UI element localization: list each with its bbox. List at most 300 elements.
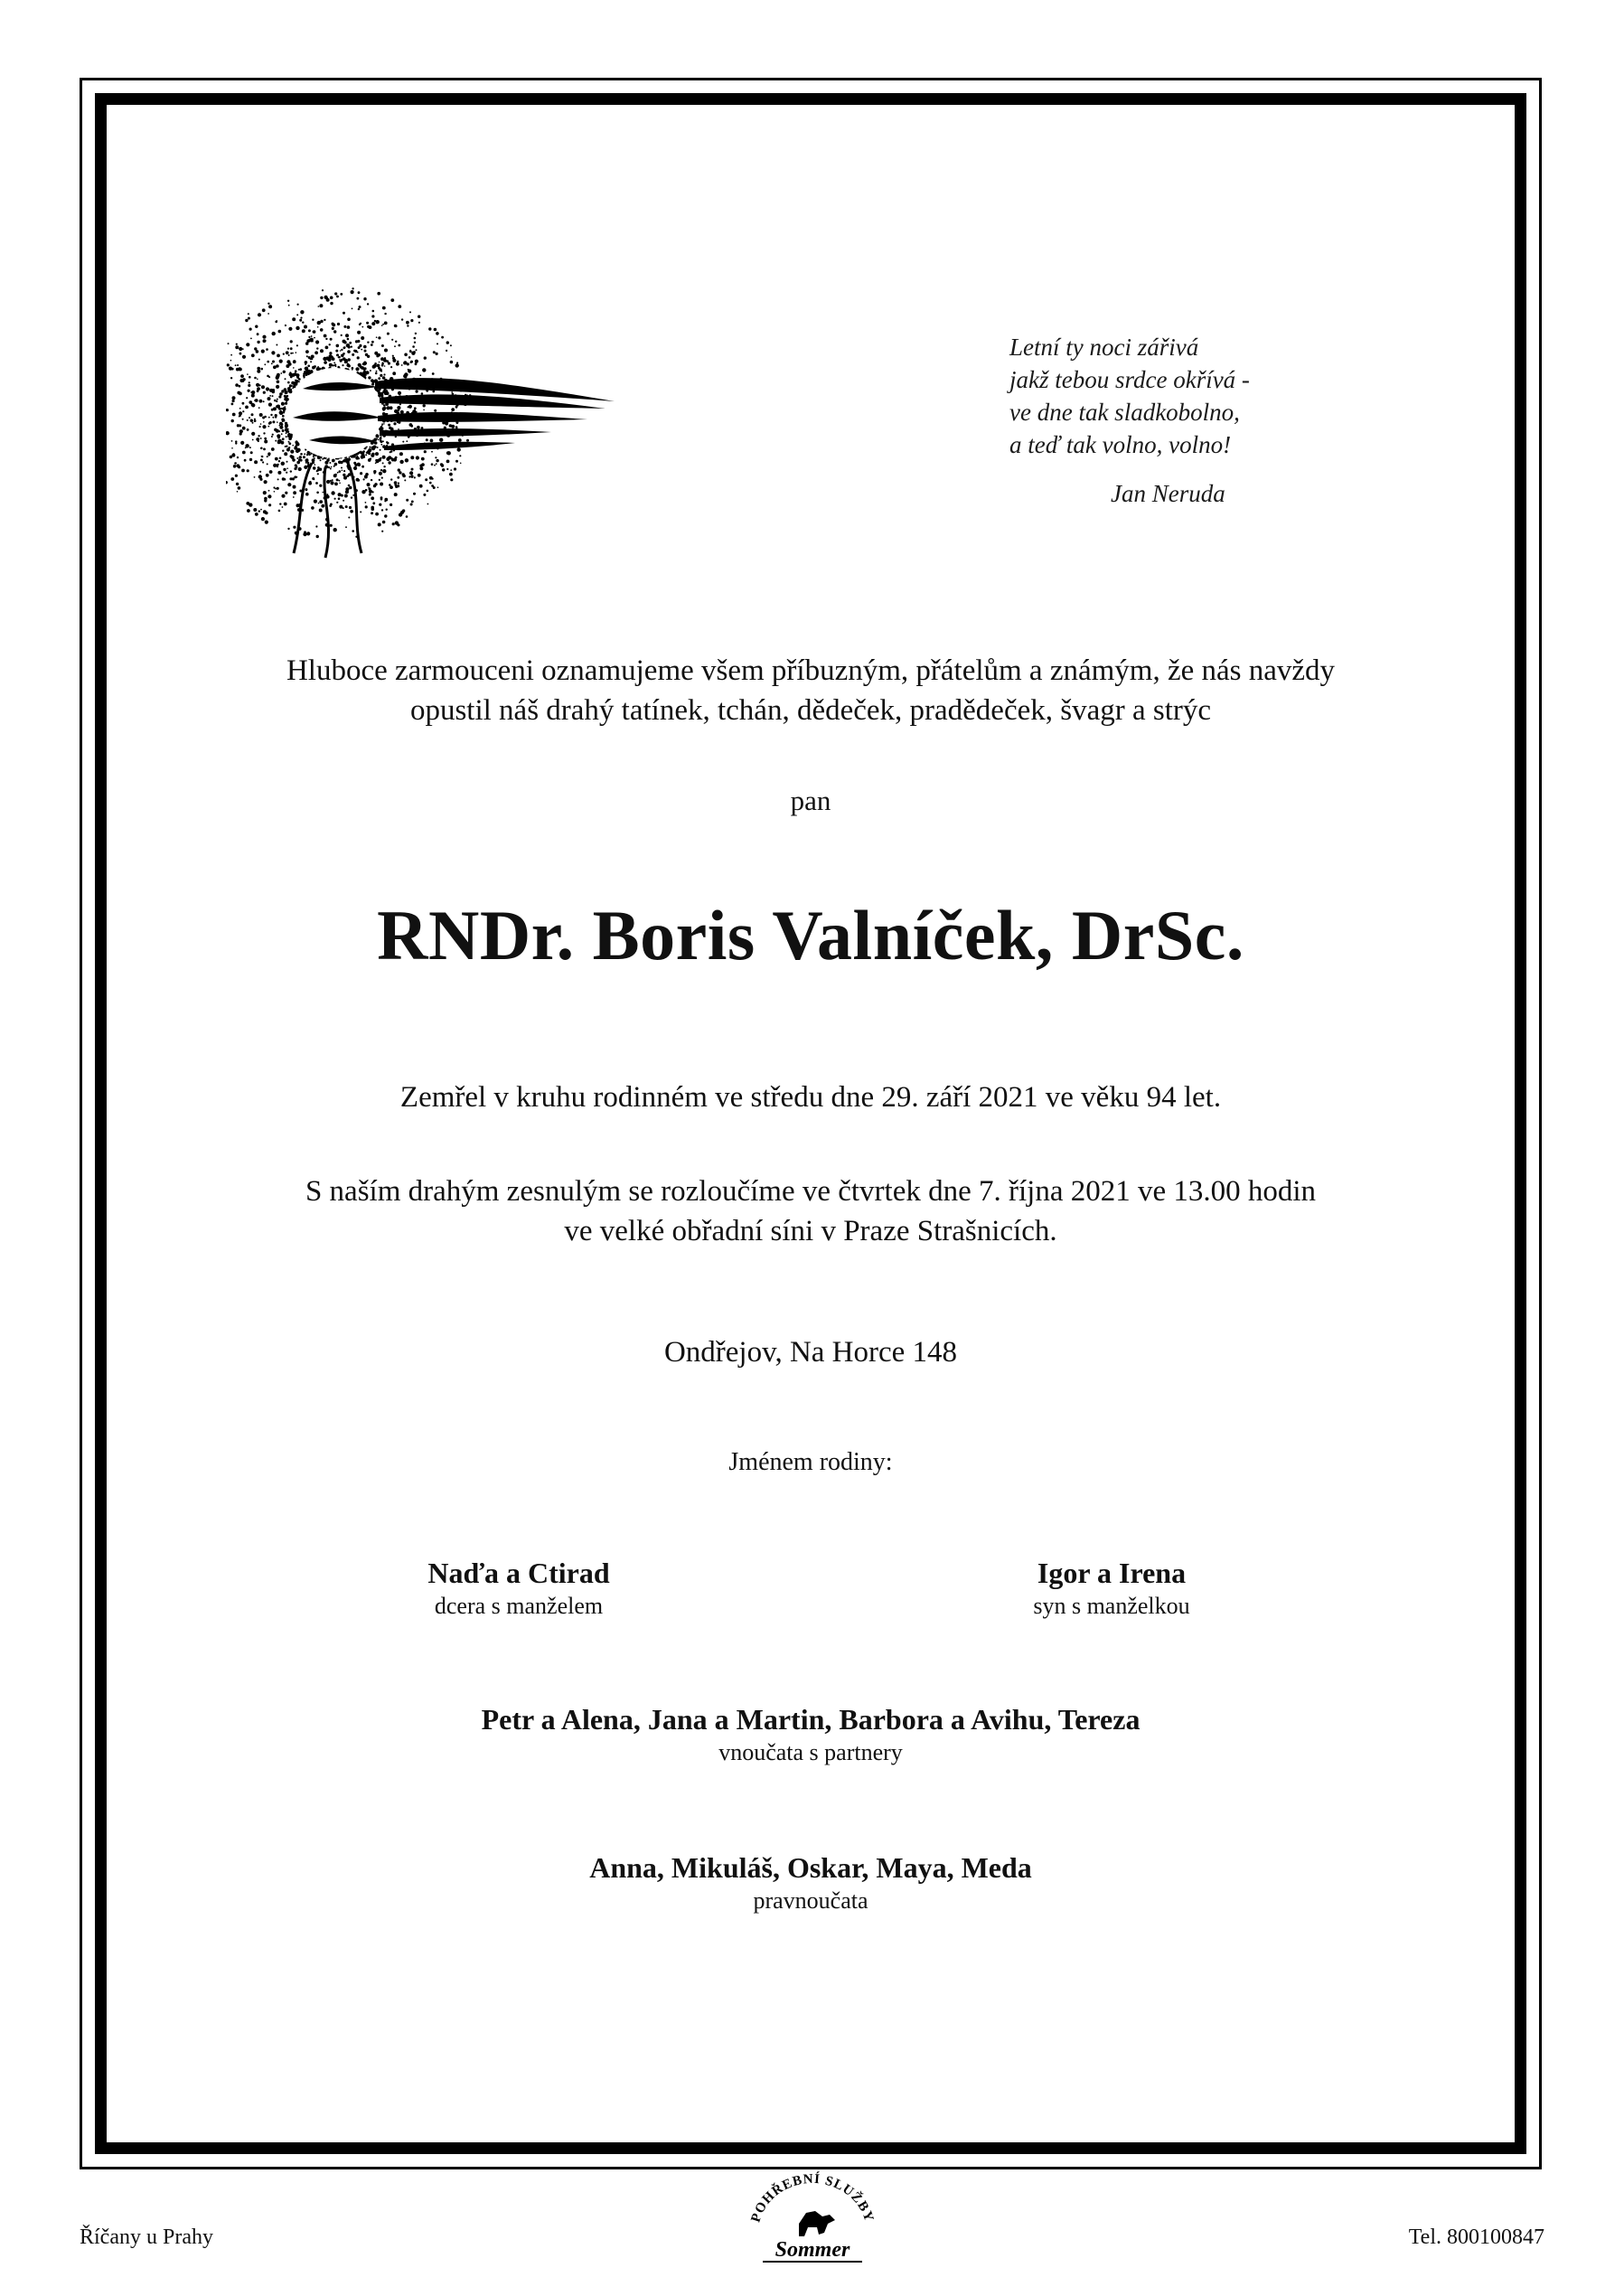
stipple-dot	[271, 351, 275, 354]
stipple-dot	[377, 447, 379, 448]
stipple-dot	[277, 478, 279, 480]
stipple-dot	[331, 491, 334, 494]
stipple-dot	[352, 455, 354, 457]
stipple-dot	[450, 469, 452, 471]
stipple-dot	[249, 328, 252, 331]
stipple-dot	[279, 503, 281, 504]
stipple-dot	[407, 325, 408, 326]
stipple-dot	[421, 457, 425, 461]
stipple-dot	[368, 458, 371, 462]
stipple-dot	[259, 478, 262, 481]
stipple-dot	[364, 447, 366, 449]
stipple-dot	[292, 458, 296, 462]
stipple-dot	[341, 354, 344, 358]
stipple-dot	[318, 306, 320, 307]
stipple-dot	[365, 502, 367, 503]
stipple-dot	[348, 485, 351, 487]
stipple-dot	[320, 459, 322, 461]
stipple-dot	[232, 413, 236, 417]
stipple-dot	[307, 451, 310, 454]
stipple-dot	[349, 456, 351, 458]
stipple-dot	[299, 319, 302, 322]
stipple-dot	[325, 358, 327, 360]
stipple-dot	[242, 419, 244, 420]
stipple-dot	[398, 468, 400, 471]
stipple-dot	[293, 496, 295, 498]
stipple-dot	[319, 468, 322, 471]
stipple-dot	[411, 468, 414, 471]
stipple-dot	[381, 362, 384, 365]
stipple-dot	[406, 440, 408, 442]
stipple-dot	[395, 341, 397, 343]
stipple-dot	[288, 362, 292, 366]
death-notice: Zemřel v kruhu rodinném ve středu dne 29. září 2021 ve věku 94 let.	[399, 1081, 1222, 1114]
family-relation: syn s manželkou	[1033, 1593, 1190, 1619]
stipple-dot	[336, 353, 339, 356]
stipple-dot	[336, 478, 339, 481]
stipple-dot	[278, 375, 280, 377]
stipple-dot	[240, 374, 244, 378]
stipple-dot	[237, 364, 239, 366]
stipple-dot	[366, 447, 368, 448]
stipple-dot	[415, 333, 417, 334]
stipple-dot	[433, 351, 436, 353]
stipple-dot	[418, 315, 420, 318]
stipple-dot	[251, 403, 255, 407]
stipple-dot	[362, 450, 365, 453]
stipple-dot	[305, 458, 309, 462]
stipple-dot	[249, 376, 251, 379]
stipple-dot	[316, 347, 318, 349]
stipple-dot	[424, 356, 427, 359]
stipple-dot	[392, 372, 396, 375]
stipple-dot	[411, 501, 414, 503]
stipple-dot	[230, 456, 232, 458]
stipple-dot	[361, 326, 363, 328]
family-great-grandchildren	[95, 1849, 1526, 1916]
stipple-dot	[376, 320, 380, 324]
stipple-dot	[408, 475, 410, 477]
stipple-dot	[358, 291, 361, 294]
stipple-dot	[449, 424, 453, 428]
stipple-dot	[380, 440, 383, 443]
stipple-dot	[263, 421, 265, 423]
stipple-dot	[230, 477, 234, 481]
stipple-dot	[363, 368, 366, 371]
stipple-dot	[382, 324, 384, 325]
stipple-dot	[384, 391, 388, 395]
stipple-dot	[260, 459, 263, 462]
stipple-dot	[233, 465, 237, 468]
stipple-dot	[273, 365, 277, 369]
stipple-dot	[234, 462, 236, 464]
stipple-dot	[267, 463, 268, 465]
family-grandchildren	[95, 1701, 1526, 1768]
poem-line: a teď tak volno, volno!	[1009, 431, 1232, 458]
stipple-dot	[347, 350, 351, 353]
stipple-dot	[258, 407, 260, 409]
stipple-dot	[287, 381, 290, 384]
stipple-dot	[350, 510, 353, 513]
stipple-dot	[410, 319, 413, 322]
stipple-dot	[268, 303, 269, 305]
stipple-dot	[361, 349, 362, 351]
stipple-dot	[317, 366, 319, 368]
stipple-dot	[333, 362, 335, 364]
stipple-dot	[256, 350, 259, 353]
stipple-dot	[390, 478, 392, 480]
stipple-dot	[275, 457, 278, 461]
stipple-dot	[346, 459, 349, 462]
stipple-dot	[268, 422, 271, 425]
stipple-dot	[431, 451, 433, 453]
stipple-dot	[279, 360, 283, 363]
stipple-dot	[446, 468, 448, 470]
stipple-dot	[259, 400, 263, 403]
stipple-dot	[333, 528, 337, 532]
stipple-dot	[377, 292, 380, 296]
stipple-dot	[343, 459, 346, 462]
stipple-dot	[371, 322, 375, 325]
stipple-dot	[358, 464, 361, 466]
stipple-dot	[404, 353, 408, 357]
stipple-dot	[372, 365, 376, 369]
stipple-dot	[247, 419, 249, 421]
stipple-dot	[434, 465, 436, 466]
stipple-dot	[309, 481, 311, 483]
stipple-dot	[357, 356, 360, 359]
stipple-dot	[307, 365, 310, 368]
stipple-dot	[310, 361, 312, 362]
stipple-dot	[326, 480, 330, 484]
stipple-dot	[339, 480, 341, 482]
stipple-dot	[380, 392, 383, 395]
stipple-dot	[249, 458, 252, 461]
stipple-dot	[361, 336, 364, 340]
stipple-dot	[290, 450, 294, 454]
stipple-dot	[300, 317, 302, 319]
stipple-dot	[317, 326, 319, 328]
stipple-dot	[371, 343, 373, 346]
stipple-dot	[436, 459, 438, 462]
stipple-dot	[293, 491, 296, 494]
stipple-dot	[296, 457, 298, 459]
family-names: Anna, Mikuláš, Oskar, Maya, Meda	[589, 1851, 1032, 1884]
stipple-dot	[269, 403, 271, 405]
stipple-dot	[259, 426, 261, 428]
stipple-dot	[397, 476, 399, 479]
stipple-dot	[261, 350, 265, 353]
stipple-dot	[346, 475, 349, 477]
stipple-dot	[230, 377, 232, 379]
stipple-dot	[343, 357, 346, 361]
stipple-dot	[380, 374, 382, 377]
stipple-dot	[288, 441, 290, 443]
stipple-dot	[460, 463, 462, 465]
stipple-dot	[264, 480, 268, 484]
stipple-dot	[446, 460, 450, 464]
stipple-dot	[260, 423, 262, 425]
stipple-dot	[351, 496, 352, 498]
stipple-dot	[380, 357, 384, 361]
stipple-dot	[352, 353, 354, 356]
stipple-dot	[319, 500, 323, 503]
stipple-dot	[252, 422, 254, 424]
stipple-dot	[320, 349, 324, 353]
stipple-dot	[282, 429, 285, 432]
stipple-dot	[332, 364, 333, 366]
stipple-dot	[360, 323, 361, 325]
stipple-dot	[240, 441, 244, 445]
stipple-dot	[458, 438, 462, 442]
stipple-dot	[343, 476, 347, 480]
stipple-dot	[245, 406, 249, 409]
stipple-dot	[405, 376, 407, 378]
stipple-dot	[384, 514, 387, 517]
stipple-dot	[285, 378, 286, 380]
stipple-dot	[334, 483, 338, 486]
stipple-dot	[255, 399, 258, 402]
stipple-dot	[397, 361, 399, 362]
stipple-dot	[371, 512, 373, 514]
stipple-dot	[347, 325, 351, 329]
stipple-dot	[242, 410, 244, 412]
stipple-dot	[401, 364, 403, 366]
stipple-dot	[388, 461, 390, 464]
stipple-dot	[378, 377, 380, 380]
stipple-dot	[360, 365, 362, 368]
stipple-dot	[406, 515, 408, 518]
stipple-dot	[269, 395, 271, 397]
stipple-dot	[334, 364, 337, 367]
stipple-dot	[281, 402, 285, 406]
stipple-dot	[239, 416, 240, 418]
stipple-dot	[395, 325, 397, 327]
stipple-dot	[300, 453, 303, 456]
stipple-dot	[302, 322, 304, 324]
stipple-dot	[426, 438, 428, 441]
stipple-dot	[333, 330, 336, 333]
stipple-dot	[278, 510, 281, 513]
stipple-dot	[429, 482, 432, 485]
stipple-dot	[402, 441, 404, 443]
stipple-dot	[387, 333, 390, 335]
stipple-dot	[455, 363, 459, 367]
stipple-dot	[226, 409, 229, 411]
stipple-dot	[272, 361, 275, 363]
stipple-dot	[294, 360, 296, 362]
stipple-dot	[375, 372, 378, 375]
stipple-dot	[401, 318, 403, 320]
stipple-dot	[263, 448, 266, 451]
stipple-dot	[230, 354, 232, 356]
stipple-dot	[352, 308, 353, 310]
stipple-dot	[370, 370, 371, 372]
stipple-dot	[279, 422, 283, 426]
stipple-dot	[382, 456, 386, 459]
stipple-dot	[235, 383, 239, 387]
stipple-dot	[325, 338, 327, 340]
stipple-dot	[334, 498, 336, 500]
stipple-dot	[383, 466, 385, 467]
poem-line: jakž tebou srdce okřívá -	[1009, 366, 1250, 393]
stipple-dot	[268, 417, 270, 419]
stipple-dot	[336, 344, 340, 348]
stipple-dot	[292, 445, 294, 447]
stipple-dot	[365, 489, 368, 492]
stipple-dot	[324, 319, 325, 321]
stipple-dot	[451, 391, 453, 393]
stipple-dot	[273, 486, 275, 488]
stipple-dot	[319, 485, 322, 487]
stipple-dot	[343, 312, 345, 315]
stipple-dot	[255, 513, 258, 516]
stipple-dot	[239, 347, 242, 351]
stipple-dot	[250, 391, 253, 394]
stipple-dot	[425, 478, 427, 481]
stipple-dot	[286, 429, 288, 432]
stipple-dot	[390, 298, 394, 302]
stipple-dot	[287, 348, 289, 350]
stipple-dot	[391, 339, 393, 341]
stipple-dot	[336, 502, 338, 503]
stipple-dot	[254, 476, 256, 478]
stipple-dot	[384, 322, 388, 325]
stipple-dot	[241, 469, 245, 473]
stipple-dot	[262, 425, 266, 428]
stipple-dot	[434, 328, 437, 332]
stipple-dot	[388, 424, 390, 427]
stipple-dot	[290, 340, 293, 343]
stipple-dot	[314, 351, 318, 354]
stipple-dot	[277, 437, 280, 439]
stipple-dot	[269, 470, 273, 474]
stipple-dot	[284, 452, 287, 456]
stipple-dot	[254, 419, 257, 422]
stipple-dot	[237, 456, 239, 458]
stipple-dot	[390, 366, 392, 368]
stipple-dot	[329, 462, 331, 464]
stipple-dot	[290, 347, 293, 350]
stipple-dot	[366, 371, 370, 374]
stipple-dot	[325, 346, 329, 350]
stipple-dot	[306, 355, 308, 357]
stipple-dot	[254, 377, 257, 380]
stipple-dot	[450, 344, 452, 346]
stipple-dot	[246, 343, 249, 346]
stipple-dot	[268, 305, 272, 308]
stipple-dot	[296, 503, 300, 507]
stipple-dot	[367, 355, 370, 358]
stipple-dot	[380, 371, 382, 372]
stipple-dot	[392, 522, 395, 525]
stipple-dot	[340, 350, 342, 352]
stipple-dot	[318, 503, 320, 504]
stipple-dot	[410, 456, 414, 459]
stipple-dot	[416, 349, 418, 351]
stipple-dot	[343, 470, 345, 472]
stipple-dot	[276, 344, 277, 346]
stipple-dot	[345, 505, 348, 508]
stipple-dot	[320, 320, 323, 323]
stipple-dot	[349, 486, 352, 489]
stipple-dot	[247, 428, 249, 431]
stipple-dot	[382, 521, 386, 524]
stipple-dot	[236, 483, 239, 485]
stipple-dot	[361, 456, 363, 457]
stipple-dot	[271, 362, 273, 364]
stipple-dot	[285, 325, 286, 326]
stipple-dot	[286, 395, 288, 397]
stipple-dot	[257, 379, 258, 381]
stipple-dot	[410, 362, 412, 363]
stipple-dot	[292, 387, 294, 389]
stipple-dot	[437, 486, 439, 488]
stipple-dot	[244, 459, 247, 462]
stipple-dot	[394, 345, 396, 347]
stipple-dot	[441, 336, 444, 339]
stipple-dot	[414, 407, 417, 409]
stipple-dot	[466, 439, 469, 442]
stipple-dot	[267, 361, 269, 363]
stipple-dot	[355, 367, 359, 371]
stipple-dot	[258, 510, 260, 512]
stipple-dot	[381, 531, 383, 532]
stipple-dot	[227, 363, 230, 366]
stipple-dot	[376, 434, 379, 437]
stipple-dot	[320, 328, 324, 332]
stipple-dot	[306, 532, 310, 535]
stipple-dot	[384, 405, 386, 407]
stipple-dot	[457, 447, 461, 451]
stipple-dot	[336, 296, 339, 298]
stipple-dot	[381, 428, 383, 430]
stipple-dot	[263, 400, 265, 402]
stipple-dot	[281, 464, 283, 466]
stipple-dot	[455, 406, 458, 409]
stipple-dot	[250, 338, 252, 340]
stipple-dot	[378, 439, 380, 441]
stipple-dot	[366, 322, 369, 325]
stipple-dot	[272, 389, 275, 391]
stipple-dot	[263, 491, 267, 494]
stipple-dot	[386, 441, 388, 443]
stipple-dot	[286, 351, 289, 354]
stipple-dot	[456, 362, 458, 363]
stipple-dot	[268, 397, 271, 400]
stipple-dot	[277, 487, 279, 490]
stipple-dot	[361, 452, 362, 454]
stipple-dot	[378, 391, 380, 393]
stipple-dot	[382, 440, 384, 442]
stipple-dot	[283, 410, 286, 413]
stipple-dot	[275, 321, 277, 324]
stipple-dot	[330, 302, 333, 305]
stipple-dot	[330, 338, 333, 341]
funeral-line: ve velké obřadní síni v Praze Strašnicích.	[564, 1215, 1057, 1247]
stipple-dot	[242, 427, 246, 430]
stipple-dot	[454, 467, 456, 470]
stipple-dot	[305, 350, 309, 353]
stipple-dot	[335, 350, 338, 353]
stipple-dot	[360, 511, 361, 513]
family-relation: vnoučata s partnery	[718, 1739, 903, 1765]
stipple-dot	[424, 450, 427, 453]
stipple-dot	[316, 535, 319, 538]
family-names: Naďa a Ctirad	[427, 1557, 610, 1589]
stipple-dot	[296, 443, 300, 447]
stipple-dot	[280, 372, 282, 374]
